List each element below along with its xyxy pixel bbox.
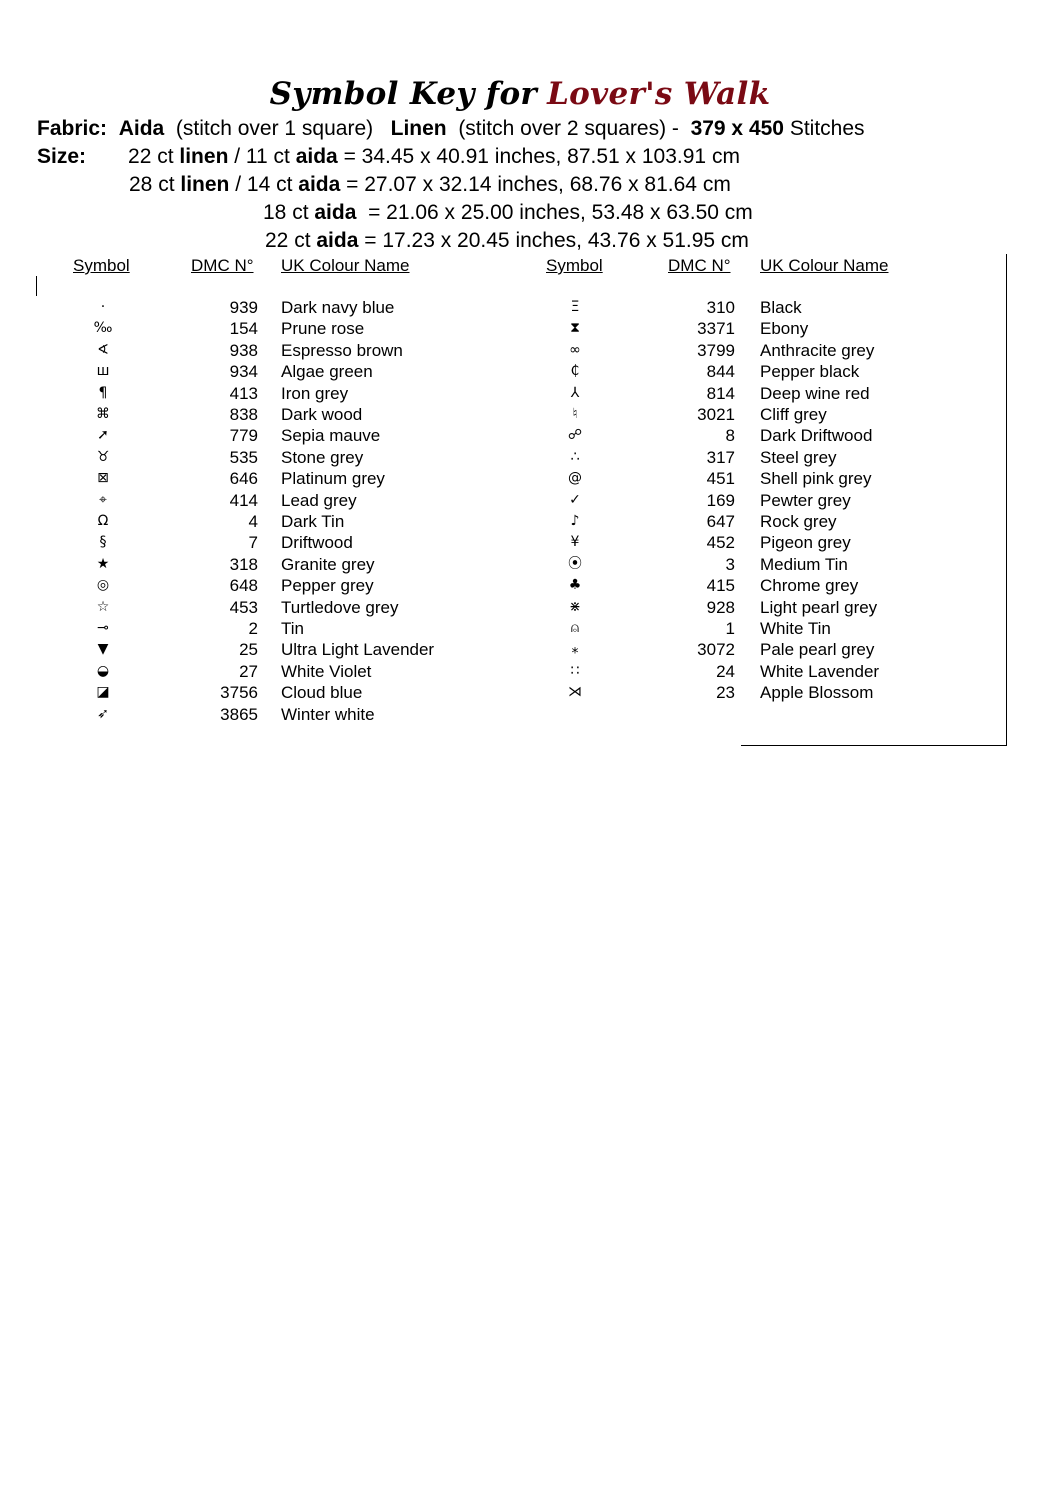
stitches-label: Stitches [789,117,865,140]
dmc-number: 928 [706,597,735,617]
stitch-symbol: ♉ [96,448,110,465]
page-title [0,76,1040,112]
stitch-symbol: ⊸ [97,620,109,636]
size-line-1 [37,145,740,169]
stitch-symbol: ◎ [96,577,110,594]
colour-name: Medium Tin [760,554,848,574]
dmc-number: 25 [239,640,258,660]
size-text: = 27.07 x 32.14 inches, 68.76 x 81.64 cm [340,173,731,196]
stitch-symbol: ₵ [570,363,580,380]
key-row [0,597,1000,618]
stitch-symbol: ‰ [93,320,113,337]
key-row [0,318,1000,339]
colour-name: Turtledove grey [281,597,399,617]
colour-name: Driftwood [281,533,353,553]
colour-name: Dark Driftwood [760,426,873,446]
dmc-number: 415 [706,576,735,596]
size-text: = 34.45 x 40.91 inches, 87.51 x 103.91 cm [337,145,740,168]
colour-name: Anthracite grey [760,340,875,360]
dmc-number: 317 [706,447,735,467]
dmc-number: 413 [229,383,258,403]
colour-name: Light pearl grey [760,597,878,617]
key-row [0,618,1000,639]
dmc-number: 938 [229,340,258,360]
stitch-symbol: ✓ [569,491,581,508]
stitch-symbol: ∞ [569,341,581,358]
stitch-symbol: ⦿ [568,555,582,572]
size-text: = 17.23 x 20.45 inches, 43.76 x 51.95 cm [358,229,749,252]
header-dmc-right: DMC N° [668,256,731,275]
colour-name: Ebony [760,319,809,339]
colour-name: Black [760,298,802,317]
colour-name: Dark navy blue [281,298,395,317]
colour-name: Rock grey [760,512,837,531]
dmc-number: 648 [229,576,258,596]
key-row [0,554,1000,575]
right-border-line [1006,254,1007,746]
size-text: / 11 ct [228,145,296,168]
dmc-number: 779 [229,426,258,446]
key-row [0,383,1000,404]
title-prefix: Symbol Key for [269,76,538,112]
size-text: = 21.06 x 25.00 inches, 53.48 x 63.50 cm [356,201,753,224]
colour-name: White Violet [281,661,372,681]
dmc-number: 3799 [697,340,735,360]
stitch-symbol: ◪ [96,684,110,701]
stitch-symbol: ∴ [570,448,580,465]
stitch-symbol: · [100,299,106,315]
size-bold: aida [316,229,359,252]
key-row [0,639,1000,660]
dmc-number: 838 [229,405,258,424]
size-bold: linen [180,173,230,196]
key-row [0,340,1000,361]
colour-name: Prune rose [281,319,365,339]
dmc-number: 27 [239,661,258,681]
dmc-number: 4 [248,512,258,531]
dmc-number: 535 [229,447,258,467]
dmc-number: 934 [229,362,258,382]
dmc-number: 3021 [697,405,735,424]
colour-name: White Lavender [760,661,880,681]
dmc-number: 1 [725,619,735,638]
dmc-number: 3756 [220,683,258,703]
size-bold: linen [179,145,229,168]
size-text: / 14 ct [229,173,299,196]
colour-name: Pepper grey [281,576,374,596]
dmc-number: 647 [706,512,735,531]
stitch-symbol: ♣ [568,577,582,594]
dmc-number: 939 [229,298,258,317]
key-row [0,404,1000,425]
key-row [0,490,1000,511]
key-row [0,447,1000,468]
key-row [0,361,1000,382]
dmc-number: 3072 [697,640,735,660]
size-text: 18 ct [263,201,315,224]
dmc-number: 3371 [697,319,735,339]
dmc-number: 169 [706,490,735,510]
colour-name: Pigeon grey [760,533,851,553]
dmc-number: 414 [229,490,258,510]
dmc-number: 2 [248,619,258,638]
stitch-symbol: ⁎ [571,641,579,658]
size-text: 28 ct [129,173,181,196]
colour-name: Deep wine red [760,383,870,403]
stitch-symbol: ➚ [97,427,109,444]
dmc-number: 3 [725,554,735,574]
stitch-symbol: ⌖ [99,491,107,508]
colour-name: Espresso brown [281,340,403,360]
stitch-symbol: ¶ [98,384,108,401]
key-row [0,468,1000,489]
colour-name: Steel grey [760,447,837,467]
stitch-symbol: ♪ [570,513,580,529]
stitch-symbol: @ [568,470,582,487]
size-bold: aida [314,201,357,224]
stitch-count: 379 x 450 [690,117,784,140]
header-dmc-left: DMC N° [191,256,254,275]
stitch-symbol: ∢ [97,341,109,358]
colour-name: Shell pink grey [760,469,872,489]
key-row [0,575,1000,596]
header-name-left: UK Colour Name [281,256,410,275]
fabric-aida-note: (stitch over 1 square) [175,117,374,140]
stitch-symbol: ш [96,363,110,380]
key-row [0,297,1000,318]
dmc-number: 318 [229,554,258,574]
dmc-number: 8 [725,426,735,446]
colour-name: Chrome grey [760,576,859,596]
colour-name: Ultra Light Lavender [281,640,435,660]
stitch-symbol: § [99,534,107,551]
stitch-symbol: ∷ [570,662,580,679]
colour-name: Sepia mauve [281,426,381,446]
colour-name: Pale pearl grey [760,640,875,660]
dmc-number: 451 [706,469,735,489]
size-text: 22 ct [128,145,180,168]
dmc-number: 310 [706,298,735,317]
colour-name: Stone grey [281,447,364,467]
colour-name: Dark Tin [281,512,345,531]
size-label: Size: [37,145,87,168]
dmc-number: 844 [706,362,735,382]
key-row [0,661,1000,682]
stitch-symbol: ¥ [570,534,580,551]
dmc-number: 24 [716,661,735,681]
size-line-2 [129,173,731,197]
colour-name: Pepper black [760,362,860,382]
stitch-symbol: ★ [96,555,110,572]
dmc-number: 23 [716,683,735,703]
fabric-linen: Linen [390,117,447,140]
colour-name: Cloud blue [281,683,363,703]
key-row [0,511,1000,532]
fabric-linen-note: (stitch over 2 squares) - [458,117,679,140]
colour-name: Platinum grey [281,469,385,489]
colour-name: Granite grey [281,554,375,574]
stitch-symbol: ⍝ [570,620,580,636]
key-row [0,704,1000,725]
stitch-symbol: ☍ [567,427,583,444]
stitch-symbol: ⅄ [570,384,580,401]
fabric-line [37,117,865,141]
dmc-number: 453 [229,597,258,617]
size-line-4 [265,229,749,253]
colour-name: Iron grey [281,383,349,403]
stitch-symbol: ⊠ [97,470,109,487]
key-row [0,425,1000,446]
colour-name: White Tin [760,619,831,638]
bottom-border-line [741,745,1007,746]
stitch-symbol: ♮ [572,406,578,422]
colour-name: Tin [281,619,304,638]
stitch-symbol: ⌘ [96,406,110,422]
title-pattern-name: Lover's Walk [547,76,771,112]
size-line-3 [263,201,753,225]
size-bold: aida [295,145,338,168]
dmc-number: 646 [229,469,258,489]
dmc-number: 452 [706,533,735,553]
header-name-right: UK Colour Name [760,256,889,275]
stitch-symbol: Ω [97,513,109,529]
dmc-number: 7 [248,533,258,553]
stitch-symbol: ⋇ [569,598,581,615]
stitch-symbol: Ξ [570,299,580,315]
colour-name: Algae green [281,362,373,382]
colour-name: Cliff grey [760,405,827,424]
colour-name: Lead grey [281,490,357,510]
colour-name: Dark wood [281,405,363,424]
size-text: 22 ct [265,229,317,252]
stitch-symbol: ➶ [97,705,109,722]
size-bold: aida [298,173,341,196]
stitch-symbol: ⋊ [568,684,582,701]
dmc-number: 154 [229,319,258,339]
colour-name: Apple Blossom [760,683,874,703]
stitch-symbol: ◒ [96,662,110,679]
stitch-symbol: ▼ [97,641,109,658]
fabric-label: Fabric: [37,117,108,140]
header-symbol-left: Symbol [73,256,130,275]
key-row [0,682,1000,703]
colour-name: Winter white [281,704,375,724]
colour-name: Pewter grey [760,490,851,510]
dmc-number: 814 [706,383,735,403]
fabric-aida: Aida [118,117,165,140]
cursor-mark [36,276,37,296]
header-symbol-right: Symbol [546,256,603,275]
stitch-symbol: ⧗ [570,320,580,337]
stitch-symbol: ☆ [96,598,110,615]
key-row [0,532,1000,553]
dmc-number: 3865 [220,704,258,724]
